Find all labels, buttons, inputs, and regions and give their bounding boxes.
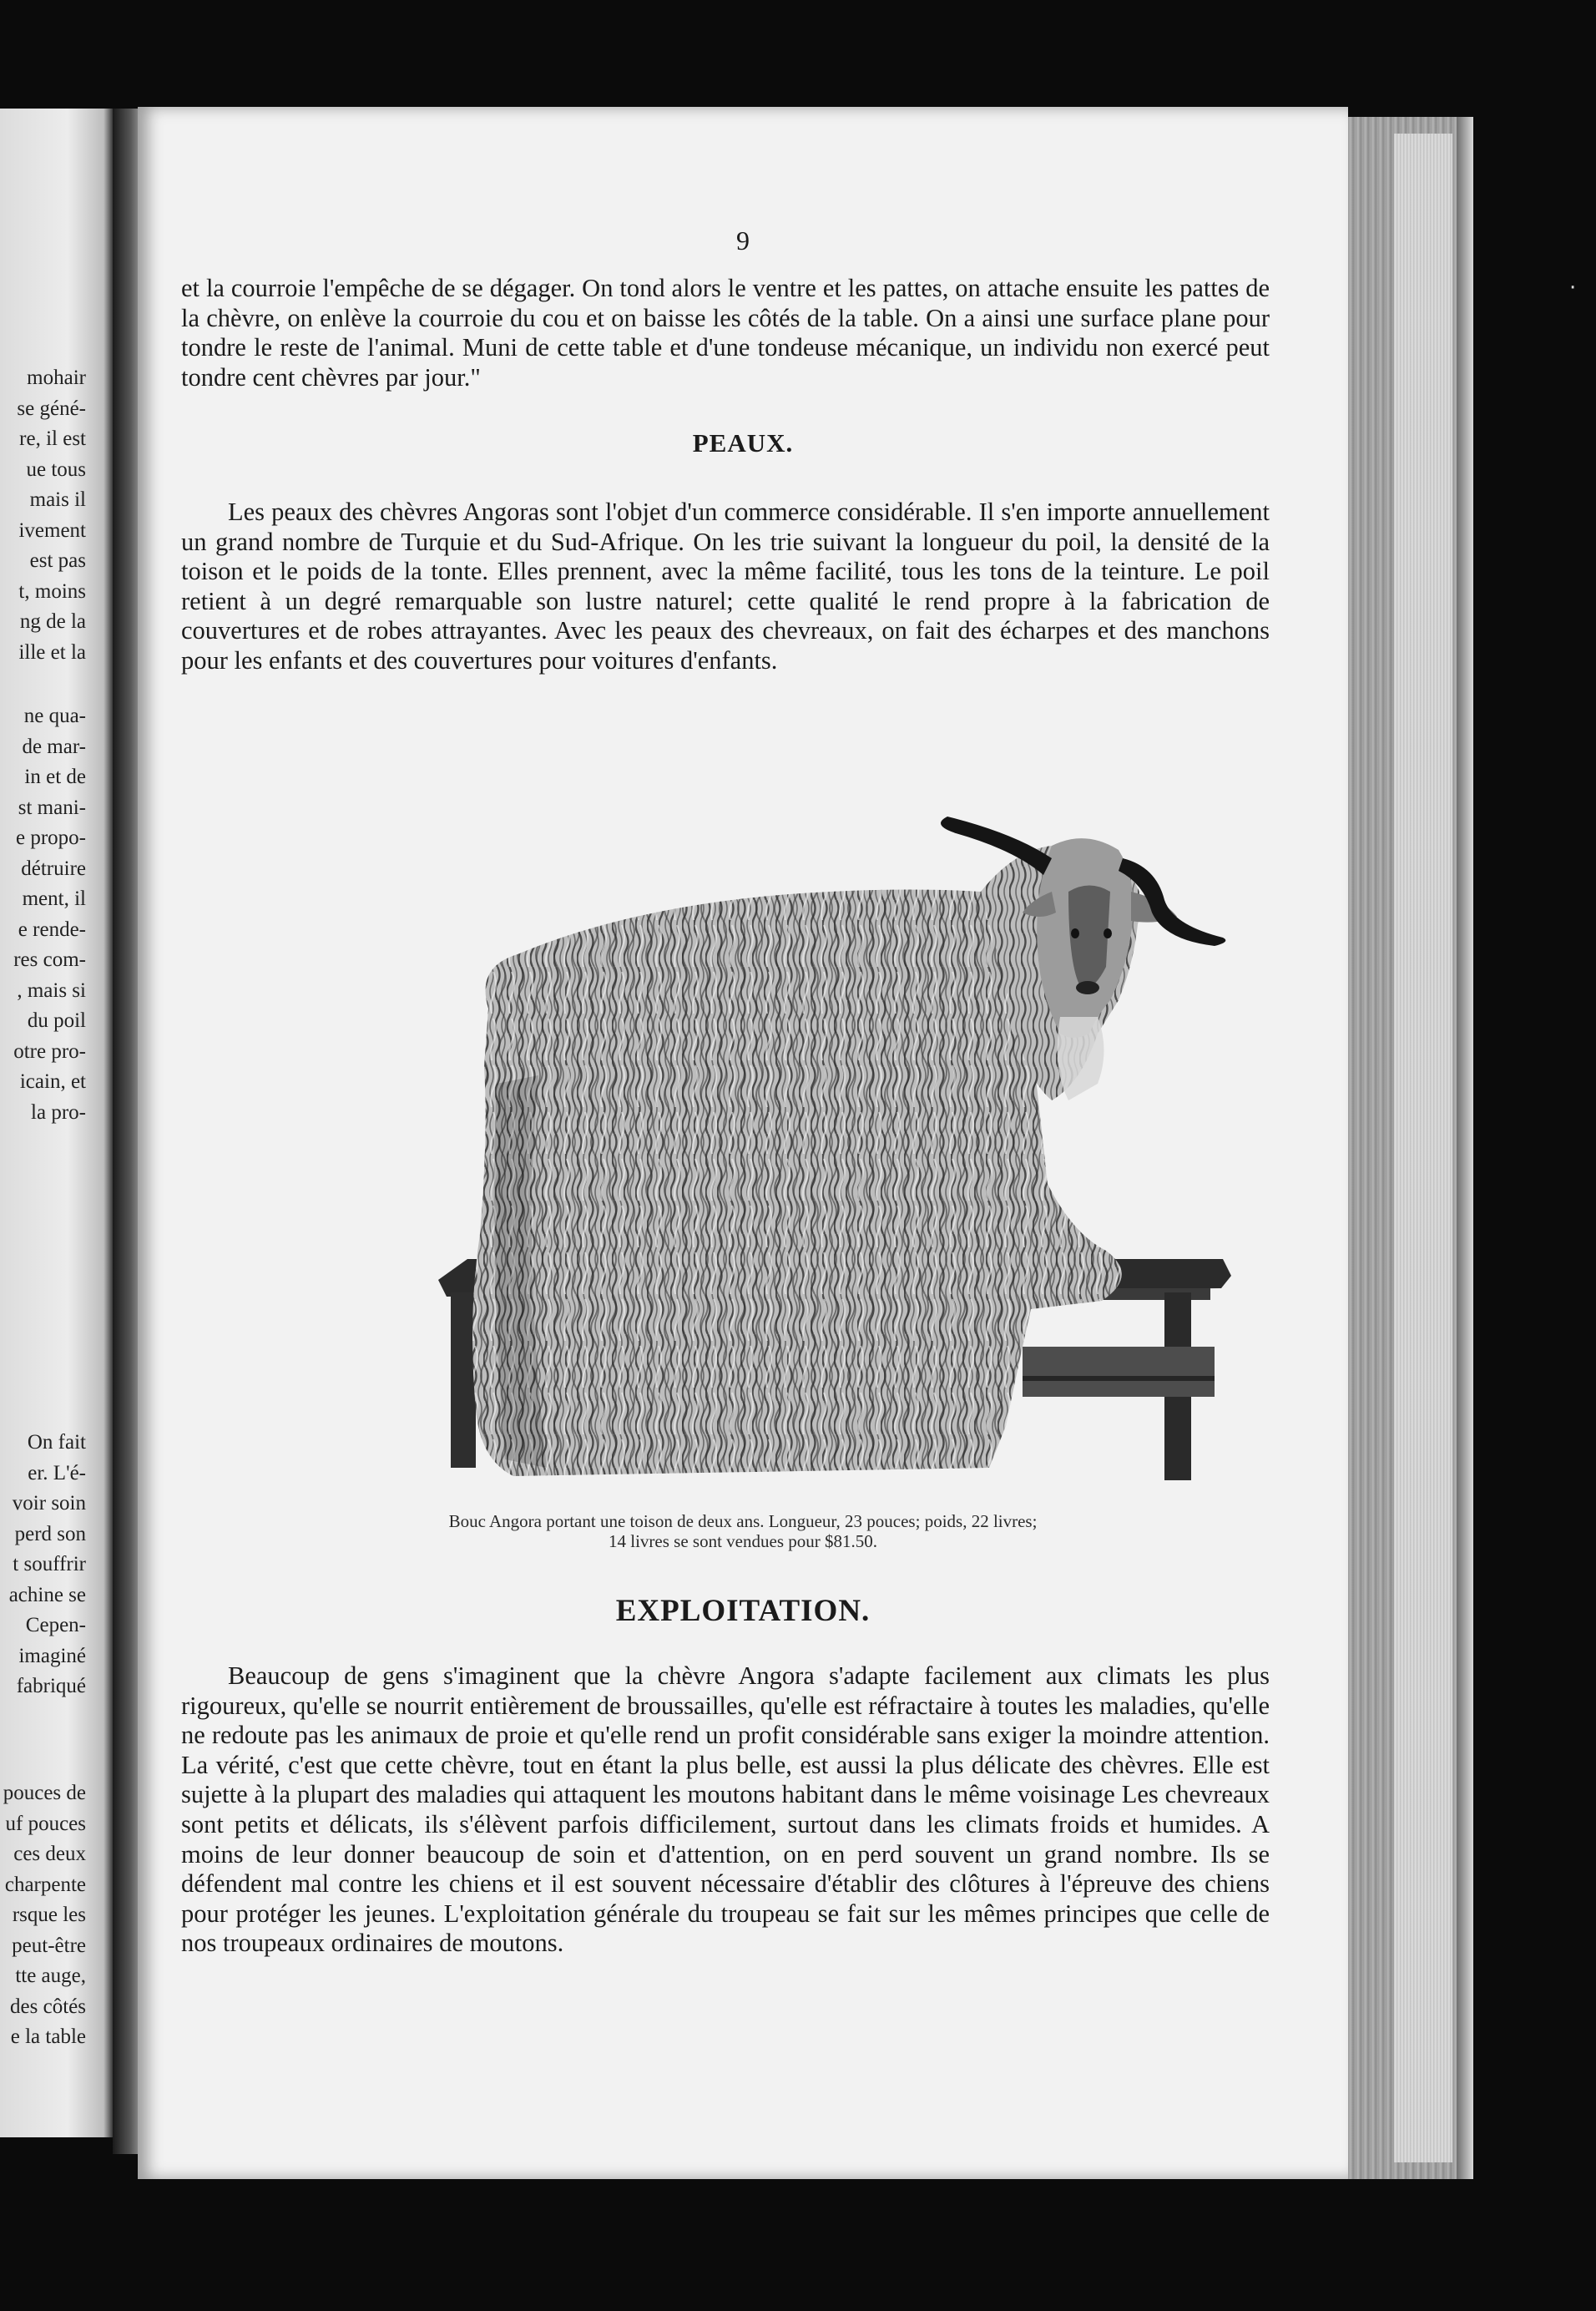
left-page-text-fragment: des côtés xyxy=(10,1995,86,2018)
caption-line-1: Bouc Angora portant une toison de deux ans. Longueur, 23 pouces; poids, 22 livres; xyxy=(448,1511,1038,1531)
goat-eye xyxy=(1071,928,1079,938)
left-page-text-fragment: On fait xyxy=(27,1431,86,1454)
left-page-text-fragment: Cepen- xyxy=(25,1614,86,1636)
section-heading-exploitation: EXPLOITATION. xyxy=(615,1594,871,1628)
left-page-text-fragment: voir soin xyxy=(12,1492,86,1515)
left-page-text-fragment: détruire xyxy=(21,857,86,880)
section-heading-peaux: PEAUX. xyxy=(692,428,794,458)
caption-line-2: 14 livres se sont vendues pour $81.50. xyxy=(609,1531,877,1551)
left-page-text-fragment: e propo- xyxy=(16,827,86,849)
left-page-text-fragment: icain, et xyxy=(19,1070,86,1093)
goat-horn-left xyxy=(941,817,1052,875)
left-page-text-fragment: ne qua- xyxy=(23,705,86,727)
left-page-text-fragment: imaginé xyxy=(18,1644,86,1667)
left-page-text-fragment: tte auge, xyxy=(15,1965,86,1987)
left-page-text-fragment: mohair xyxy=(27,367,86,389)
left-page-text-fragment: ces deux xyxy=(13,1843,86,1865)
left-page-text-fragment: st mani- xyxy=(18,796,86,819)
left-page-text-fragment: peut-être xyxy=(12,1934,86,1957)
left-page-text-fragment: achine se xyxy=(8,1583,86,1606)
left-page-text-fragment: rsque les xyxy=(12,1904,86,1926)
left-page-text-fragment: du poil xyxy=(27,1009,86,1032)
left-page-text-fragment: , mais si xyxy=(17,979,86,1002)
exploitation-paragraph: Beaucoup de gens s'imaginent que la chèvre Angora s'adapte facilement aux climats les plus rigoureux, qu'elle se nourrit entièrement de broussailles, qu'elle est réfractaire à toutes les maladies, qu'elle ne redoute pas les animaux de proie et qu'elle rend un profit considérable sans exiger la moindre attention. La vérité, c'est que cette chèvre, tout en étant la plus belle, est aussi la plus délicate des chèvres. Elle est sujette à la plupart des maladies qui attaquent les moutons habitant dans le même voisinage Les chevreaux sont petits et délicats, ils s'élèvent parfois difficilement, surtout dans les climats froids et humides. A moins de leur donner beaucoup de soin et d'attention, on en perd souvent un grand nombre. Ils se défendent mal contre les chiens et il est souvent nécessaire d'établir des clôtures à l'épreuve des chiens pour protéger les jeunes. L'exploitation générale du troupeau se fait sur les mêmes principes que celle de nos troupeaux ordinaires de moutons. xyxy=(181,1661,1270,1958)
left-page-text-fragment: e la table xyxy=(10,2025,86,2048)
peaux-paragraph: Les peaux des chèvres Angoras sont l'objet d'un commerce considérable. Il s'en importe annuellement un grand nombre de Turquie et du Sud-Afrique. On les trie suivant la longueur du poil, la densité de la toison et le poids de la tonte. Elles prennent, avec la même facilité, tous les tons de la teinture. Le poil retient à un degré remarquable son lustre naturel; cette qualité le rend propre à la fabrication de couvertures et de robes attrayantes. Avec les peaux des chevreaux, on fait des écharpes et des manchons pour les enfants et des couvertures pour voitures d'enfants. xyxy=(181,498,1270,675)
page-block-edge xyxy=(1394,134,1452,2162)
left-page-text-fragment: charpente xyxy=(4,1873,86,1896)
left-page-text-fragment: res com- xyxy=(13,948,86,971)
page-number: 9 xyxy=(736,225,750,255)
left-page-text-fragment: ment, il xyxy=(22,887,86,910)
figure-caption xyxy=(305,1511,1181,1551)
left-page-text-fragment: t souffrir xyxy=(13,1553,86,1575)
left-page-text-fragment: t, moins xyxy=(18,579,86,603)
left-page-text-fragment: e rende- xyxy=(18,918,86,941)
left-page-text-fragment: in et de xyxy=(24,766,86,788)
left-page-text-fragment: er. L'é- xyxy=(28,1461,86,1484)
left-page-text-fragment: se géné- xyxy=(17,397,86,420)
left-facing-page xyxy=(0,109,113,2137)
left-page-text-fragment: fabriqué xyxy=(16,1675,86,1697)
intro-paragraph: et la courroie l'empêche de se dégager. On tond alors le ventre et les pattes, on attache ensuite les pattes de la chèvre, on enlève la courroie du cou et on baisse les côtés de la table. On a ainsi une surface plane pour tondre le reste de l'animal. Muni de cette table et d'une tondeuse mécanique, un individu non exercé peut tondre cent chèvres par jour." xyxy=(181,274,1270,392)
left-page-text-fragment: ivement xyxy=(18,518,86,542)
left-page-text-fragment: pouces de xyxy=(3,1782,86,1804)
left-page-text-fragment: otre pro- xyxy=(13,1039,86,1063)
left-page-text-fragment: mais il xyxy=(29,488,86,511)
book-cover-board xyxy=(1457,117,1473,2179)
left-page-text-fragment: uf pouces xyxy=(5,1812,86,1835)
angora-goat-illustration xyxy=(296,499,1256,1480)
scan-artifact-mark: · xyxy=(1569,276,1577,301)
left-page-text-fragment: re, il est xyxy=(19,427,86,450)
left-page-text-fragment: perd son xyxy=(14,1522,86,1545)
left-page-text-fragment: la pro- xyxy=(31,1100,86,1124)
left-page-text-fragment: ue tous xyxy=(26,458,86,481)
goat-muzzle xyxy=(1076,981,1099,994)
left-page-text-fragment: ille et la xyxy=(18,640,86,664)
left-page-text-fragment: de mar- xyxy=(22,735,86,758)
book-page xyxy=(138,107,1348,2179)
left-page-text-fragment: est pas xyxy=(29,549,86,572)
left-page-text-fragment: ng de la xyxy=(19,610,86,633)
book-page-edges xyxy=(1348,117,1473,2179)
